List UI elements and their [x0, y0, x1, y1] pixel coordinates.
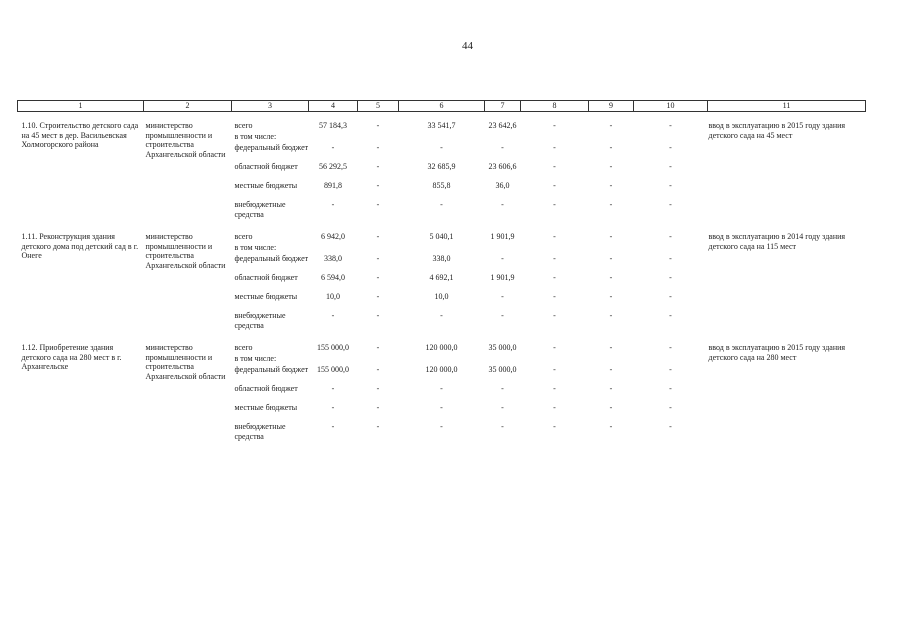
value-cell: 35 000,0 [488, 365, 517, 374]
value-cell: 891,8 [324, 181, 342, 190]
value-cell: - [376, 121, 380, 130]
table-row [18, 343, 866, 354]
expected-result: ввод в эксплуатацию в 2015 году здания детского сада на 45 мест [708, 121, 846, 140]
value-cell: - [376, 384, 380, 393]
expected-result: ввод в эксплуатацию в 2014 году здания детского сада на 115 мест [708, 232, 846, 251]
value-cell: - [553, 232, 556, 241]
value-cell: - [609, 162, 613, 171]
value-cell: - [331, 311, 335, 320]
value-cell: - [440, 311, 443, 320]
value-cell [521, 243, 589, 254]
value-cell [309, 243, 358, 254]
value-cell: 4 692,1 [429, 273, 454, 282]
funding-source: внебюджетные средства [234, 200, 286, 219]
value-cell [485, 132, 521, 143]
value-cell [309, 354, 358, 365]
value-cell: 6 594,0 [321, 273, 345, 282]
value-cell: - [553, 422, 556, 431]
value-cell: - [669, 232, 672, 241]
expected-result: ввод в эксплуатацию в 2015 году здания детского сада на 280 мест [708, 343, 846, 362]
value-cell: 5 040,1 [429, 232, 454, 241]
value-cell: - [553, 365, 556, 374]
value-cell: 36,0 [495, 181, 510, 190]
funding-source: областной бюджет [234, 162, 298, 171]
value-cell: - [376, 162, 380, 171]
funding-source: местные бюджеты [234, 181, 298, 190]
value-cell: - [376, 232, 380, 241]
value-cell [399, 243, 485, 254]
funding-source: федеральный бюджет [234, 254, 309, 263]
value-cell: - [669, 254, 672, 263]
value-cell: - [609, 403, 613, 412]
value-cell: 35 000,0 [488, 343, 517, 352]
value-cell: - [609, 273, 613, 282]
value-cell: 56 292,5 [319, 162, 347, 171]
value-cell: 6 942,0 [321, 232, 345, 241]
value-cell: - [553, 273, 556, 282]
column-header: 5 [358, 101, 399, 112]
column-header: 9 [589, 101, 634, 112]
value-cell: - [553, 292, 556, 301]
value-cell: - [609, 181, 613, 190]
value-cell: - [331, 200, 335, 209]
value-cell: - [440, 403, 443, 412]
value-cell: - [501, 403, 504, 412]
value-cell: - [609, 343, 613, 352]
value-cell: - [501, 292, 504, 301]
value-cell: - [669, 181, 672, 190]
value-cell: - [376, 181, 380, 190]
value-cell: - [669, 343, 672, 352]
value-cell: - [376, 422, 380, 431]
value-cell: 57 184,3 [319, 121, 347, 130]
column-header: 3 [232, 101, 309, 112]
funding-source: в том числе: [234, 243, 277, 252]
value-cell: - [669, 143, 672, 152]
value-cell [521, 354, 589, 365]
funding-source: федеральный бюджет [234, 143, 309, 152]
value-cell [589, 354, 634, 365]
column-header: 10 [634, 101, 708, 112]
value-cell [589, 132, 634, 143]
value-cell: - [331, 143, 335, 152]
value-cell: - [440, 384, 443, 393]
value-cell: - [669, 311, 672, 320]
column-header: 8 [521, 101, 589, 112]
value-cell: - [609, 254, 613, 263]
funding-source: в том числе: [234, 354, 277, 363]
value-cell: - [376, 403, 380, 412]
value-cell: - [553, 200, 556, 209]
value-cell: - [553, 311, 556, 320]
value-cell: - [609, 292, 613, 301]
value-cell: 1 901,9 [490, 232, 515, 241]
value-cell: 10,0 [434, 292, 449, 301]
value-cell [309, 132, 358, 143]
value-cell [589, 243, 634, 254]
funding-source: местные бюджеты [234, 292, 298, 301]
column-header: 6 [399, 101, 485, 112]
value-cell: - [376, 311, 380, 320]
value-cell [521, 132, 589, 143]
page-number: 44 [462, 40, 473, 52]
value-cell: - [609, 200, 613, 209]
column-header: 2 [144, 101, 232, 112]
value-cell: 155 000,0 [317, 343, 349, 352]
funding-source: всего [234, 343, 253, 352]
value-cell: - [501, 254, 504, 263]
value-cell [399, 132, 485, 143]
value-cell: - [331, 403, 335, 412]
value-cell: - [669, 403, 672, 412]
value-cell: - [669, 384, 672, 393]
value-cell: 10,0 [326, 292, 340, 301]
funding-source: всего [234, 232, 253, 241]
funding-source: местные бюджеты [234, 403, 298, 412]
program-table [17, 100, 866, 441]
value-cell: - [376, 143, 380, 152]
value-cell: - [331, 384, 335, 393]
funding-source: внебюджетные средства [234, 422, 286, 441]
value-cell: - [609, 311, 613, 320]
value-cell: - [376, 292, 380, 301]
value-cell: - [553, 343, 556, 352]
value-cell: 33 541,7 [427, 121, 456, 130]
value-cell: 855,8 [432, 181, 451, 190]
value-cell: 155 000,0 [317, 365, 349, 374]
value-cell: - [669, 365, 672, 374]
value-cell: - [501, 143, 504, 152]
value-cell: - [376, 273, 380, 282]
column-header: 7 [485, 101, 521, 112]
executor: министерство промышленности и строительства Архангельской области [145, 232, 226, 270]
value-cell [634, 132, 708, 143]
value-cell: - [553, 254, 556, 263]
value-cell: 120 000,0 [425, 343, 458, 352]
value-cell: - [376, 254, 380, 263]
value-cell: 338,0 [324, 254, 342, 263]
value-cell: - [669, 422, 672, 431]
value-cell: - [553, 403, 556, 412]
header-row [18, 101, 866, 112]
value-cell: - [440, 143, 443, 152]
measure-name: 1.12. Приобретение здания детского сада на 280 мест в г. Архангельске [21, 343, 122, 371]
value-cell: - [376, 343, 380, 352]
value-cell: - [609, 384, 613, 393]
value-cell: 32 685,9 [427, 162, 456, 171]
value-cell: - [331, 422, 335, 431]
value-cell: - [553, 121, 556, 130]
funding-source: федеральный бюджет [234, 365, 309, 374]
value-cell: - [669, 200, 672, 209]
value-cell: - [553, 181, 556, 190]
funding-source: областной бюджет [234, 384, 298, 393]
funding-source: в том числе: [234, 132, 277, 141]
value-cell: - [501, 422, 504, 431]
value-cell: - [553, 384, 556, 393]
value-cell: - [501, 200, 504, 209]
measure-name: 1.10. Строительство детского сада на 45 мест в дер. Васильевская Холмогорского района [21, 121, 139, 149]
value-cell [634, 243, 708, 254]
value-cell: - [553, 162, 556, 171]
value-cell: - [609, 232, 613, 241]
value-cell: - [440, 422, 443, 431]
value-cell: 338,0 [432, 254, 451, 263]
table-row [18, 232, 866, 243]
value-cell: - [669, 273, 672, 282]
value-cell [485, 243, 521, 254]
value-cell: - [376, 365, 380, 374]
value-cell: - [669, 121, 672, 130]
value-cell: - [501, 311, 504, 320]
value-cell: - [440, 200, 443, 209]
value-cell: - [609, 422, 613, 431]
value-cell: 1 901,9 [490, 273, 515, 282]
value-cell: 23 642,6 [488, 121, 517, 130]
funding-source: всего [234, 121, 253, 130]
funding-source: областной бюджет [234, 273, 298, 282]
column-header: 11 [708, 101, 866, 112]
value-cell: - [609, 121, 613, 130]
value-cell: - [609, 365, 613, 374]
value-cell: - [669, 292, 672, 301]
value-cell [485, 354, 521, 365]
value-cell: 23 606,6 [488, 162, 517, 171]
value-cell [399, 354, 485, 365]
value-cell: - [553, 143, 556, 152]
column-header: 4 [309, 101, 358, 112]
funding-source: внебюджетные средства [234, 311, 286, 330]
value-cell [358, 354, 399, 365]
value-cell: - [609, 143, 613, 152]
value-cell: 120 000,0 [425, 365, 458, 374]
value-cell: - [669, 162, 672, 171]
value-cell: - [376, 200, 380, 209]
value-cell [358, 132, 399, 143]
value-cell [358, 243, 399, 254]
value-cell [634, 354, 708, 365]
value-cell: - [501, 384, 504, 393]
executor: министерство промышленности и строительства Архангельской области [145, 121, 226, 159]
measure-name: 1.11. Реконструкция здания детского дома под детский сад в г. Онеге [21, 232, 139, 260]
column-header: 1 [18, 101, 144, 112]
executor: министерство промышленности и строительства Архангельской области [145, 343, 226, 381]
table-row [18, 121, 866, 132]
